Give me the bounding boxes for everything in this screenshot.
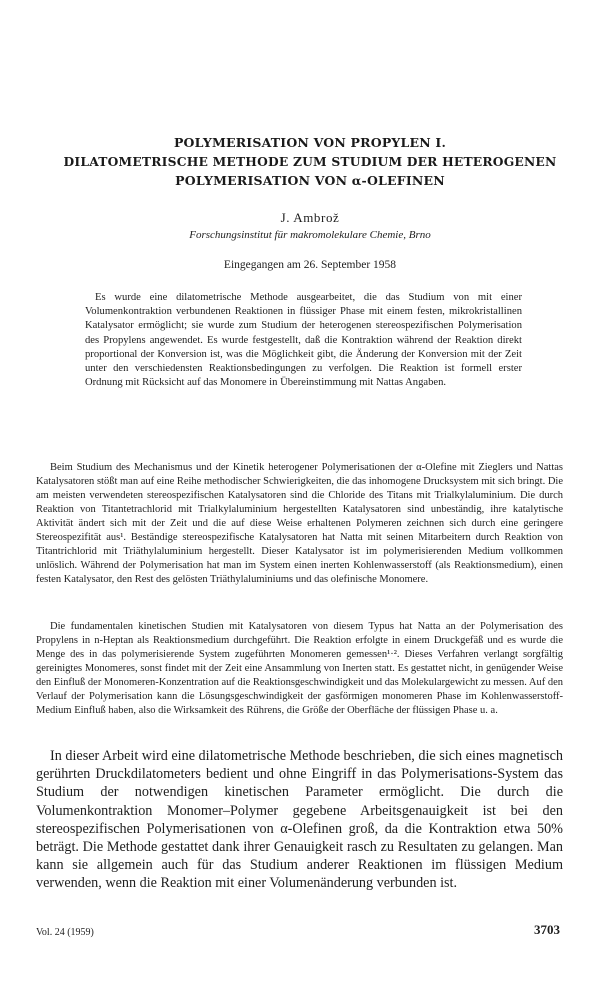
body-paragraph-3: In dieser Arbeit wird eine dilatometrische Methode beschrieben, die sich eines magnetisch gerührten Druckdilatometers bedient und ohne Eingriff in das Polymerisations-System das Studium der notwendigen kinetischen Parameter ermöglicht. Die durch die Volumenkontraktion Monomer–Polymer gegebene Arbeitsgenauigkeit ist bei den stereospezifischen Polymerisationen von α-Olefinen groß, da die Kontraktion etwa 50% beträgt. Die Methode gestattet dank ihrer Genauigkeit rasch zu Resultaten zu gelangen. Man kann sie allgemein auch für das Studium anderer Reaktionen im flüssigen Medium verwenden, wenn die Reaktion mit einer Volumenänderung verbunden ist. bbox=[36, 748, 563, 892]
affiliation: Forschungsinstitut für makromolekulare Chemie, Brno bbox=[189, 229, 431, 241]
volume-info: Vol. 24 (1959) bbox=[36, 927, 94, 938]
received-date: Eingegangen am 26. September 1958 bbox=[223, 259, 397, 271]
abstract: Es wurde eine dilatometrische Methode ausgearbeitet, die das Studium von mit einer Volumenkontraktion verbundenen Reaktionen in flüssiger Phase mit einem festen, mikrokristallinen Katalysator ermöglicht; sie wurde zum Studium der heterogenen stereospezifischen Polymerisation des Propylens angewendet. Es wurde festgestellt, daß die Kontraktion während der Reaktion direkt proportional der Konversion ist, was die Möglichkeit gibt, die Änderung der Konversion mit der Zeit unter den verschiedensten Reaktionsbedingungen zu verfolgen. Die Reaktion ist formell erster Ordnung mit Rücksicht auf das Monomere in Übereinstimmung mit Nattas Angaben. bbox=[85, 292, 522, 389]
author-name: J. Ambrož bbox=[280, 210, 340, 225]
title-line-3: POLYMERISATION VON α-OLEFINEN bbox=[175, 173, 445, 188]
title-line-1: POLYMERISATION VON PROPYLEN I. bbox=[173, 135, 447, 150]
page-number: 3703 bbox=[534, 922, 560, 937]
title-line-2: DILATOMETRISCHE METHODE ZUM STUDIUM DER HETEROGENEN bbox=[63, 154, 557, 169]
body-paragraph-1: Beim Studium des Mechanismus und der Kinetik heterogener Polymerisationen der α-Olefine mit Zieglers und Nattas Katalysatoren stößt man auf eine Reihe methodischer Schwierigkeiten, die das inhomogene Drucksystem mit sich bringt. Die am meisten verwendeten stereospezifischen Katalysatoren sind die Chloride des Titans mit Trialkylaluminium. Die durch Reaktion von Titantetrachlorid mit Trialkylaluminium hergestellten Katalysatoren sind unbeständig, ihre katalytische Aktivität ändert sich mit der Zeit und die auf diese Weise erhaltenen Polymeren zeichnen sich durch eine geringere Stereospezifität aus¹. Beständige stereospezifische Katalysatoren hat Natta mit seinen Mitarbeitern durch Reaktion von Titantrichlorid mit Triäthylaluminium hergestellt. Dieser Katalysator ist im polymerisierenden Medium vollkommen unlöslich. Während der Polymerisation hat man im System einen inerten Kohlenwasserstoff (als Reaktionsmedium), einen festen Katalysator, den Rest des gelösten Triäthylaluminiums und das olefinische Monomere. bbox=[36, 462, 563, 585]
body-paragraph-2: Die fundamentalen kinetischen Studien mit Katalysatoren von diesem Typus hat Natta an der Polymerisation des Propylens in n-Heptan als Reaktionsmedium durchgeführt. Die Reaktion erfolgte in einem Druckgefäß und es wurde die Menge des in das polymerisierende System zugeführten Monomeren gemessen¹·². Dieses Verfahren verlangt sorgfältig gereinigtes Monomeres, sonst findet mit der Zeit eine Ansammlung von Inerten statt. Es gestattet nicht, in genügender Weise den Einfluß der Monomeren-Konzentration auf die Reaktionsgeschwindigkeit und das Molekulargewicht zu messen. Auf den Verlauf der Polymerisation kann die Lösungsgeschwindigkeit der gasförmigen monomeren Phase im Kohlenwasserstoff-Medium Einfluß haben, also die Wirksamkeit des Rührens, die Größe der Oberfläche der flüssigen Phase u. a. bbox=[36, 621, 564, 716]
